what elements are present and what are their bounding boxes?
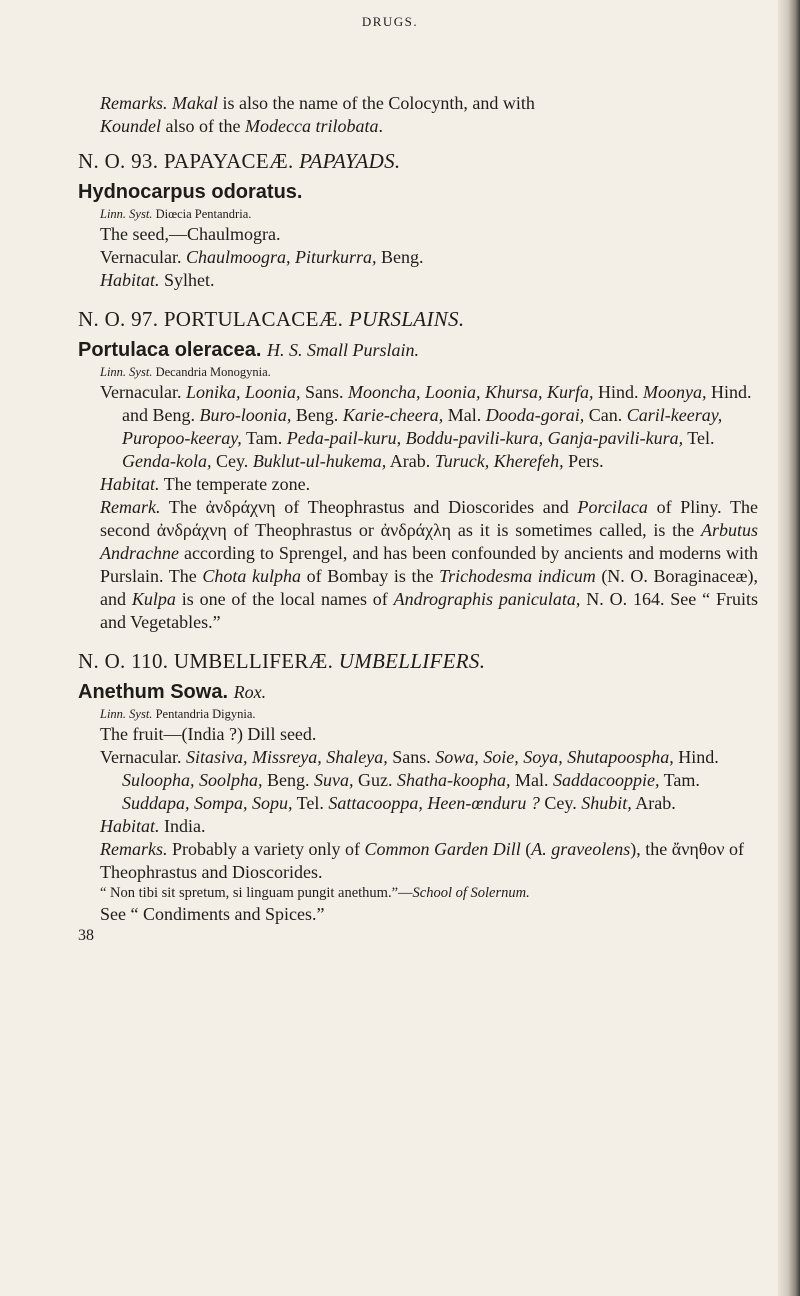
habitat: Habitat. India. <box>100 816 206 836</box>
text-run: Hind. and Beng. <box>122 382 752 425</box>
text-run: Beng. <box>291 405 343 425</box>
italic-run: Sattacooppa, Heen-œnduru ? <box>328 793 540 813</box>
italic-run: Suva, <box>314 770 354 790</box>
latin-quotation: “ Non tibi sit spretum, si linguam pungit anethum.”—School of Solernum. <box>100 885 530 901</box>
text-run: of Pliny. The second ἀνδράχνη of Theophrastus or ἀνδράχλη as it is sometimes called, is the <box>100 497 759 540</box>
text-run: Tam. <box>659 770 700 790</box>
text-run: of Bombay is the <box>301 566 440 586</box>
text-run: ), the ἄνηθον of Theophrastus and Dioscorides. <box>100 839 745 882</box>
italic-run: Turuck, Kherefeh, <box>434 451 564 471</box>
part-used: The fruit—(India ?) Dill seed. <box>100 724 317 744</box>
habitat: Habitat. Sylhet. <box>100 270 215 290</box>
italic-run: Moonya, <box>643 382 707 402</box>
text-run: Pers. <box>563 451 604 471</box>
italic-run: Saddacooppie, <box>553 770 660 790</box>
italic-run: Genda-kola, <box>122 451 212 471</box>
page-content <box>78 92 758 946</box>
linnaean-system: Linn. Syst. Pentandria Digynia. <box>100 707 256 721</box>
makal-remark: Remarks. Makal is also the name of the Colocynth, and with Koundel also of the Modecca trilobata. <box>100 93 535 136</box>
text-run: Tam. <box>241 428 287 448</box>
page-number: 38 <box>78 927 94 944</box>
italic-run: Remarks. <box>100 839 168 859</box>
italic-run: Chota kulpha <box>202 566 302 586</box>
text-run: Arab. <box>631 793 676 813</box>
text-run: Cey. <box>539 793 582 813</box>
text-run: Probably a variety only of <box>167 839 365 859</box>
text-run: ( <box>520 839 532 859</box>
linnaean-system: Linn. Syst. Diœcia Pentandria. <box>100 207 252 221</box>
species-anethum: Anethum Sowa. Rox. <box>78 681 267 703</box>
italic-run: Remark. <box>100 497 161 517</box>
text-run: N. O. 164. See “ Fruits and Vegetables.” <box>100 589 758 632</box>
italic-run: Shubit, <box>581 793 632 813</box>
italic-run: A. graveolens <box>531 839 631 859</box>
cross-reference: See “ Condiments and Spices.” <box>100 904 325 924</box>
text-run: Tel. <box>292 793 329 813</box>
italic-run: Shatha-koopha, <box>397 770 511 790</box>
text-run: Hind. <box>593 382 644 402</box>
italic-run: Dooda-gorai, <box>485 405 585 425</box>
text-run: is one of the local names of <box>175 589 394 609</box>
text-run: Vernacular. <box>100 747 186 767</box>
italic-run: Andrographis paniculata, <box>393 589 581 609</box>
species-portulaca: Portulaca oleracea. H. S. Small Purslain. <box>78 339 420 361</box>
italic-run: Trichodesma indicum <box>439 566 596 586</box>
vernacular-names: Vernacular. Chaulmoogra, Piturkurra, Beng. <box>100 247 424 267</box>
text-run: Hind. <box>673 747 719 767</box>
italic-run: Common Garden Dill <box>364 839 521 859</box>
text-run: according to Sprengel, and has been confounded by ancients and moderns with Purslain. The <box>100 543 758 586</box>
text-run: Vernacular. <box>100 382 186 402</box>
part-used: The seed,—Chaulmogra. <box>100 224 281 244</box>
italic-run: Suloopha, Soolpha, <box>122 770 263 790</box>
italic-run: Kulpa <box>131 589 176 609</box>
vernacular-names <box>78 746 758 815</box>
italic-run: Arbutus Andrachne <box>100 520 758 563</box>
section-heading-portulacaceae: N. O. 97. PORTULACACEÆ. PURSLAINS. <box>78 307 465 331</box>
section-heading-papayaceae: N. O. 93. PAPAYACEÆ. PAPAYADS. <box>78 149 401 173</box>
section-heading-umbelliferae: N. O. 110. UMBELLIFERÆ. UMBELLIFERS. <box>78 649 486 673</box>
habitat: Habitat. The temperate zone. <box>100 474 311 494</box>
text-run: Mal. <box>443 405 486 425</box>
italic-run: Buklut-ul-hukema, <box>252 451 387 471</box>
species-hydnocarpus: Hydnocarpus odoratus. <box>78 181 303 203</box>
text-run: Arab. <box>386 451 435 471</box>
text-run: Tel. <box>683 428 715 448</box>
italic-run: Peda-pail-kuru, Boddu-pavili-kura, Ganja-pavili-kura, <box>286 428 684 448</box>
italic-run: Lonika, Loonia, <box>185 382 301 402</box>
text-run: Cey. <box>211 451 253 471</box>
italic-run: Porcilaca <box>577 497 648 517</box>
italic-run: Sitasiva, Missreya, Shaleya, <box>185 747 388 767</box>
remark-paragraph <box>78 496 758 634</box>
text-run: Sans. <box>300 382 348 402</box>
text-run: Sans. <box>387 747 436 767</box>
text-run: The ἀνδράχνη of Theophrastus and Dioscorides and <box>160 497 578 517</box>
text-run: Mal. <box>510 770 553 790</box>
vernacular-names <box>78 381 758 473</box>
italic-run: Suddapa, Sompa, Sopu, <box>122 793 293 813</box>
italic-run: Karie-cheera, <box>342 405 444 425</box>
text-run: (N. O. Boraginaceæ), and <box>100 566 758 609</box>
text-run: Guz. <box>353 770 398 790</box>
italic-run: Caril-keeray, Puropoo-keeray, <box>122 405 723 448</box>
linnaean-system: Linn. Syst. Decandria Monogynia. <box>100 365 271 379</box>
italic-run: Buro-loonia, <box>199 405 292 425</box>
italic-run: Sowa, Soie, Soya, Shutapoospha, <box>435 747 674 767</box>
page-edge-shadow <box>778 0 800 1296</box>
italic-run: Mooncha, Loonia, Khursa, Kurfa, <box>348 382 594 402</box>
text-run: Can. <box>584 405 627 425</box>
remark-paragraph <box>78 838 758 884</box>
running-head: DRUGS. <box>361 14 419 29</box>
text-run: Beng. <box>262 770 315 790</box>
